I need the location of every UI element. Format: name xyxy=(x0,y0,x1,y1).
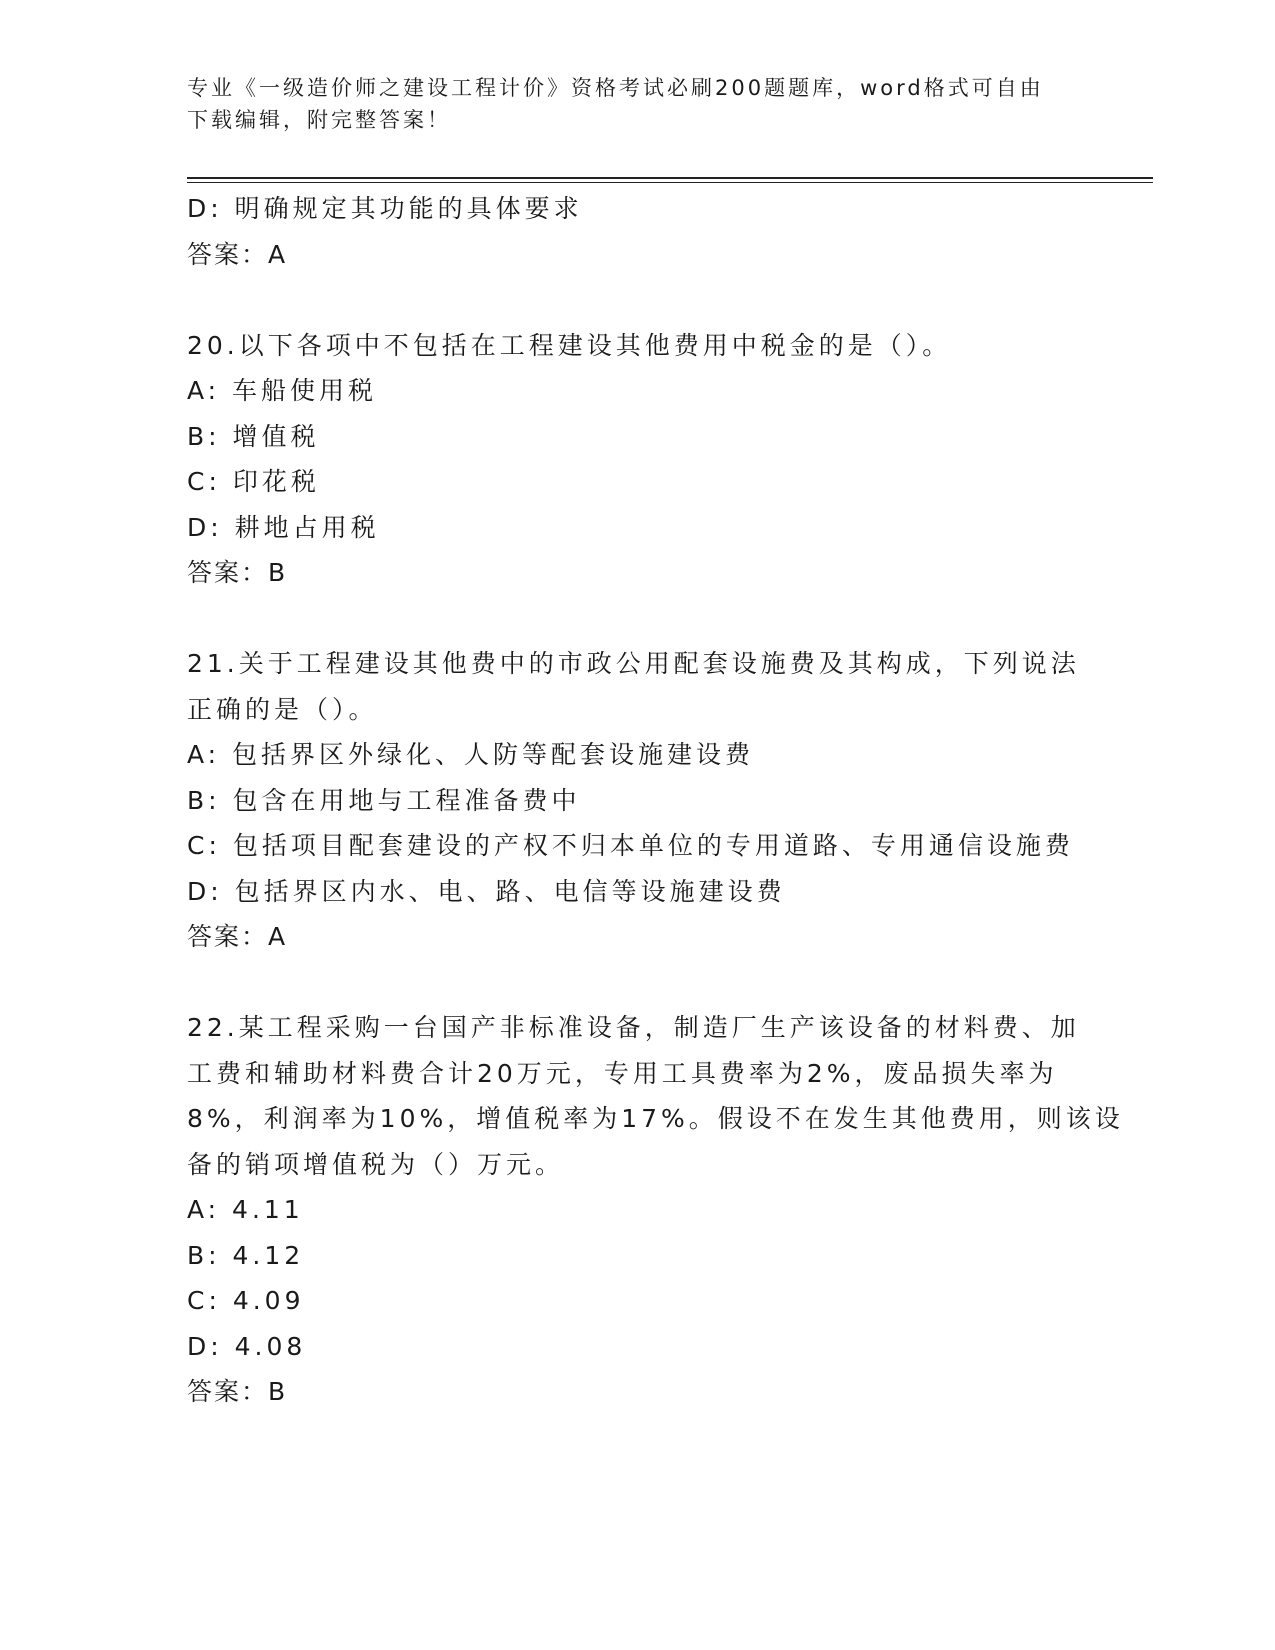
document-header xyxy=(187,72,1067,136)
question-stem-line-2: 正确的是（）。 xyxy=(187,694,378,724)
question-list xyxy=(187,186,1124,1415)
question-19-tail xyxy=(187,186,1087,277)
question-stem-line-1: 22.某工程采购一台国产非标准设备，制造厂生产该设备的材料费、加 xyxy=(187,1013,1080,1042)
option-a: A: 包括界区外绿化、人防等配套设施建设费 xyxy=(187,740,755,769)
question-20 xyxy=(187,323,1087,596)
answer: 答案：B xyxy=(187,558,288,587)
option-d: D: 明确规定其功能的具体要求 xyxy=(187,194,583,223)
option-b: B: 包含在用地与工程准备费中 xyxy=(187,785,581,815)
option-a: A: 4.11 xyxy=(187,1195,304,1224)
answer: 答案：A xyxy=(187,922,288,951)
option-a: A: 车船使用税 xyxy=(187,376,378,405)
option-d: D: 耕地占用税 xyxy=(187,512,380,542)
header-line-2: 下载编辑，附完整答案！ xyxy=(187,108,451,132)
option-b: B: 增值税 xyxy=(187,421,320,451)
question-21 xyxy=(187,641,1087,960)
header-line-1: 专业《一级造价师之建设工程计价》资格考试必刷200题题库，word格式可自由 xyxy=(187,76,1044,100)
spacer xyxy=(187,596,1087,642)
question-stem: 20.以下各项中不包括在工程建设其他费用中税金的是（）。 xyxy=(187,330,952,360)
question-stem-line-3: 8%，利润率为10%，增值税率为17%。假设不在发生其他费用，则该设 xyxy=(187,1104,1124,1133)
question-22 xyxy=(187,1005,1124,1415)
question-stem-line-2: 工费和辅助材料费合计20万元，专用工具费率为2%，废品损失率为 xyxy=(187,1058,1058,1088)
option-c: C: 印花税 xyxy=(187,467,320,496)
header-rule-thick xyxy=(187,177,1153,179)
option-b: B: 4.12 xyxy=(187,1240,305,1270)
answer: 答案：A xyxy=(187,239,288,269)
question-stem-line-4: 备的销项增值税为（）万元。 xyxy=(187,1149,565,1179)
answer: 答案：B xyxy=(187,1377,288,1406)
option-d: D: 包括界区内水、电、路、电信等设施建设费 xyxy=(187,876,786,906)
spacer xyxy=(187,277,1087,323)
spacer xyxy=(187,960,1087,1006)
question-stem-line-1: 21.关于工程建设其他费中的市政公用配套设施费及其构成，下列说法 xyxy=(187,649,1080,678)
option-c: C: 包括项目配套建设的产权不归本单位的专用道路、专用通信设施费 xyxy=(187,831,1074,860)
option-d: D: 4.08 xyxy=(187,1331,307,1361)
option-c: C: 4.09 xyxy=(187,1286,305,1315)
header-rule-thin xyxy=(187,182,1153,183)
